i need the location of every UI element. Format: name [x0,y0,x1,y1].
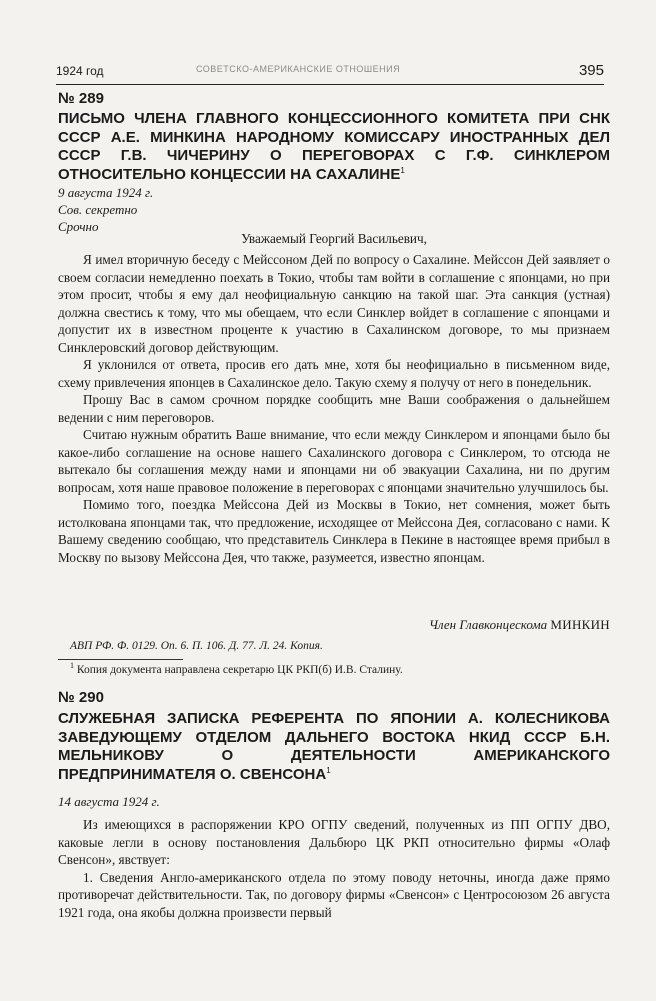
paragraph: 1. Сведения Англо-американского отдела по этому поводу неточны, иногда даже прямо противоречат действительности. Так, по договору фирмы «Свенсон» с Центросоюзом 26 августа 1921 года, она якобы должна произвести первый [58,869,610,920]
header-year: 1924 год [56,64,104,78]
doc-289-title-text: ПИСЬМО ЧЛЕНА ГЛАВНОГО КОНЦЕССИОННОГО КОМИТЕТА ПРИ СНК СССР А.Е. МИНКИНА НАРОДНОМУ КОМИССАРУ ИНОСТРАННЫХ ДЕЛ СССР Г.В. ЧИЧЕРИНУ О ПЕРЕГОВОРАХ С Г.Ф. СИНКЛЕРОМ ОТНОСИТЕЛЬНО КОНЦЕССИИ НА САХАЛИНЕ [58,110,610,183]
doc-289-title [58,110,610,184]
signature-name: МИНКИН [550,617,610,632]
doc-289-number: № 289 [58,90,104,107]
header-running-title: СОВЕТСКО-АМЕРИКАНСКИЕ ОТНОШЕНИЯ [196,64,401,74]
header-rule [56,84,604,85]
footnote-marker: 1 [70,661,74,671]
doc-289-footnote [70,661,622,676]
paragraph: Я уклонился от ответа, просив его дать мне, хотя бы неофициально в письменном виде, схему привлечения японцев в Сахалинское дело. Такую схему я получу от него в понедельник. [58,357,610,390]
doc-289-archive-ref: АВП РФ. Ф. 0129. Оп. 6. П. 106. Д. 77. Л. 24. Копия. [70,640,323,652]
footnote-rule [58,659,183,660]
doc-290-body [58,816,610,921]
paragraph: Из имеющихся в распоряжении КРО ОГПУ сведений, полученных из ПП ОГПУ ДВО, каковые легли в основу постановления Дальбюро ЦК РКП относительно фирмы «Олаф Свенсон», явствует: [58,817,610,867]
doc-289-body [58,251,610,566]
doc-289-signature [58,617,610,633]
doc-290-date: 14 августа 1924 г. [58,794,160,809]
doc-290-number: № 290 [58,689,104,706]
doc-289-salutation: Уважаемый Георгий Васильевич, [241,231,427,246]
doc-289-urgency: Срочно [58,219,99,234]
paragraph: Помимо того, поездка Мейссона Дей из Москвы в Токио, нет сомнения, может быть истолкована японцами так, что предложение, исходящее от Мейссона Дея, согласовано с нами. К Вашему сведению сообщаю, что представитель Синклера в Пекине в настоящее время прибыл в Москву по вызову Мейссона Дея, что также, разумеется, известно японцам. [58,497,610,565]
signature-position: Член Главконцескома [428,617,548,632]
paragraph: Считаю нужным обратить Ваше внимание, что если между Синклером и японцами было бы какое-либо соглашение на основе нашего Сахалинского договора с Синклером, то отсюда не вытекало бы соглашения между нами и японцами ни об эвакуации Сахалина, ни по другим вопросам, хотя наше правовое положение в переговорах с японцами значительно улучшилось бы. [58,427,610,495]
doc-289-date: 9 августа 1924 г. [58,185,154,200]
page-number: 395 [578,62,604,79]
paragraph: Я имел вторичную беседу с Мейссоном Дей по вопросу о Сахалине. Мейссон Дей заявляет о своем согласии немедленно поехать в Токио, чтобы там войти в соглашение с японцами, но при этом просит, чтобы я ему дал неофициальную санкцию на такой шаг. Эта санкция (устная) должна свестись к тому, что мы обещаем, что если Синклер войдет в соглашение с японцами и допустит их в известном проценте к участию в Сахалинском договоре, то мы признаем Синклеровский договор действующим. [58,252,610,355]
doc-290-title-text: СЛУЖЕБНАЯ ЗАПИСКА РЕФЕРЕНТА ПО ЯПОНИИ А. КОЛЕСНИКОВА ЗАВЕДУЮЩЕМУ ОТДЕЛОМ ДАЛЬНЕГО ВОСТОКА НКИД СССР Б.Н. МЕЛЬНИКОВУ О ДЕЯТЕЛЬНОСТИ АМЕРИКАНСКОГО ПРЕДПРИНИМАТЕЛЯ О. СВЕНСОНА [58,710,610,783]
paragraph: Прошу Вас в самом срочном порядке сообщить мне Ваши соображения о дальнейшем ведении с ним переговоров. [58,392,610,425]
doc-289-classification: Сов. секретно [58,202,138,217]
footnote-text: Копия документа направлена секретарю ЦК РКП(б) И.В. Сталину. [76,664,403,676]
doc-290-title [58,710,610,784]
doc-289-meta [58,184,610,235]
doc-289-footnote-mark: 1 [400,165,405,175]
doc-290-footnote-mark: 1 [326,765,331,775]
running-header [56,58,604,86]
